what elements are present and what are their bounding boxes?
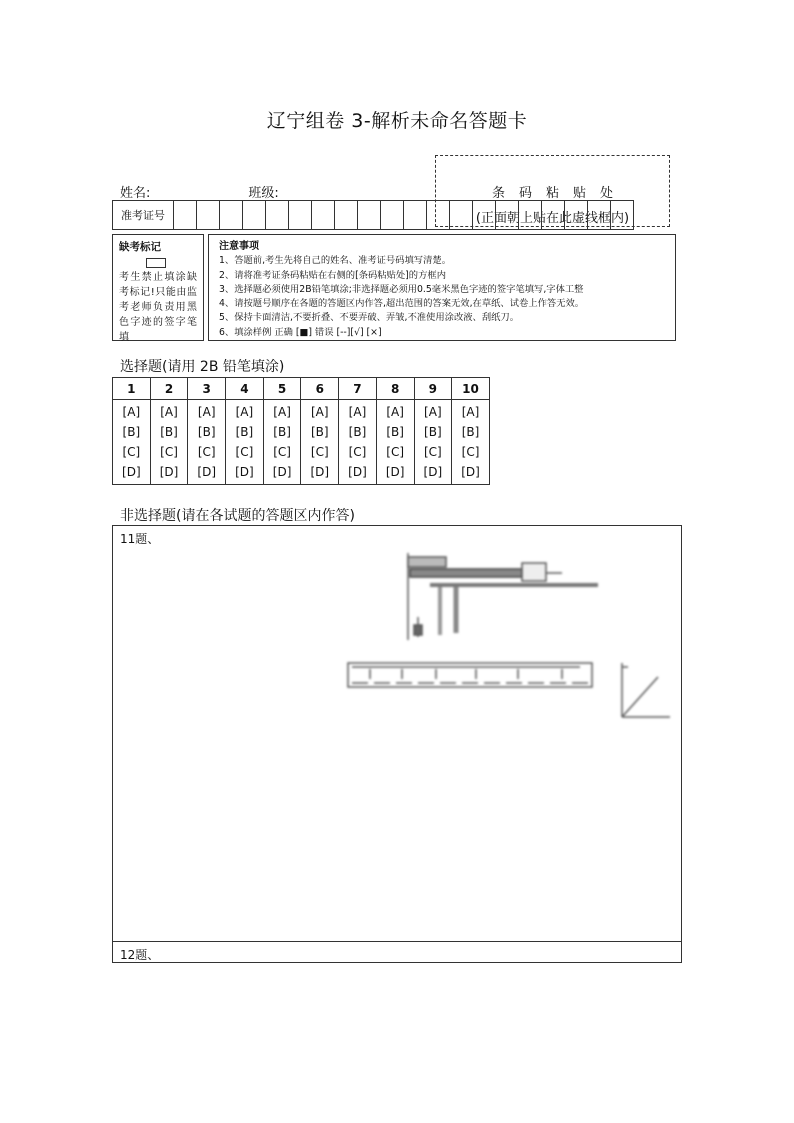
option-b[interactable]: [B] [376,422,414,442]
option-c[interactable]: [C] [263,442,301,462]
option-d[interactable]: [D] [452,462,490,485]
question-number: 9 [414,378,452,400]
exam-id-cell[interactable] [450,201,473,229]
absent-text: 考生禁止填涂缺考标记!只能由监考老师负责用黑色字迹的签字笔填 [119,272,197,343]
exam-id-cell[interactable] [289,201,312,229]
option-d[interactable]: [D] [376,462,414,485]
exam-id-cell[interactable] [335,201,358,229]
class-field[interactable] [279,186,377,201]
option-d[interactable]: [D] [150,462,188,485]
option-b[interactable]: [B] [188,422,226,442]
class-label: 班级: [248,186,279,201]
note-item: 5、保持卡面清洁,不要折叠、不要弄破、弄皱,不准使用涂改液、刮纸刀。 [219,312,520,324]
option-a[interactable]: [A] [414,400,452,423]
option-c[interactable]: [C] [452,442,490,462]
exam-id-cell[interactable] [496,201,519,229]
note-item: 4、请按题号顺序在各题的答题区内作答,超出范围的答案无效,在草纸、试卷上作答无效。 [219,298,585,310]
name-field[interactable] [150,186,248,201]
question-number: 3 [188,378,226,400]
notes-box [208,234,676,341]
option-c[interactable]: [C] [226,442,264,462]
note-item: 1、答题前,考生先将自己的姓名、准考证号码填写清楚。 [219,255,451,267]
answer-divider [112,941,682,942]
question-number: 10 [452,378,490,400]
exam-id-cell[interactable] [220,201,243,229]
question-number: 4 [226,378,264,400]
nonmc-section-title: 非选择题(请在各试题的答题区内作答) [120,508,355,524]
option-c[interactable]: [C] [188,442,226,462]
note-item: 6、填涂样例 正确 [■] 错误 [--][√] [×] [219,326,382,338]
option-b[interactable]: [B] [150,422,188,442]
question-number: 7 [339,378,377,400]
option-c[interactable]: [C] [301,442,339,462]
option-a[interactable]: [A] [150,400,188,423]
option-d[interactable]: [D] [339,462,377,485]
barcode-hint: (正面朝上贴在此虚线框内) [475,211,630,226]
option-a[interactable]: [A] [188,400,226,423]
mc-section-title: 选择题(请用 2B 铅笔填涂) [120,359,285,375]
exam-id-cell[interactable] [427,201,450,229]
exam-id-cell[interactable] [197,201,220,229]
question-12-label: 12题、 [120,948,160,962]
question-number: 6 [301,378,339,400]
option-a[interactable]: [A] [452,400,490,423]
exam-id-cell[interactable] [473,201,496,229]
student-info-row [120,182,377,201]
option-d[interactable]: [D] [414,462,452,485]
exam-id-cell[interactable] [611,201,633,229]
option-d[interactable]: [D] [188,462,226,485]
option-c[interactable]: [C] [150,442,188,462]
question-11-label: 11题、 [120,532,160,546]
exam-id-cell[interactable] [174,201,197,229]
option-d[interactable]: [D] [113,462,151,485]
option-a[interactable]: [A] [339,400,377,423]
mc-answer-table [112,377,490,485]
absent-mark-box [112,234,204,341]
exam-id-cell[interactable] [565,201,588,229]
absent-checkbox[interactable] [146,258,166,268]
option-a[interactable]: [A] [376,400,414,423]
question-number: 1 [113,378,151,400]
option-c[interactable]: [C] [414,442,452,462]
option-a[interactable]: [A] [263,400,301,423]
exam-id-cell[interactable] [266,201,289,229]
exam-id-cell[interactable] [588,201,611,229]
option-b[interactable]: [B] [301,422,339,442]
option-d[interactable]: [D] [263,462,301,485]
exam-id-cell[interactable] [358,201,381,229]
option-a[interactable]: [A] [226,400,264,423]
option-b[interactable]: [B] [113,422,151,442]
note-item: 2、请将准考证条码粘贴在右侧的[条码粘贴处]的方框内 [219,269,446,281]
name-label: 姓名: [120,186,151,201]
option-d[interactable]: [D] [226,462,264,485]
note-item: 3、选择题必须使用2B铅笔填涂;非选择题必须用0.5毫米黑色字迹的签字笔填写,字体工整 [219,283,584,295]
exam-id-grid [112,200,634,230]
exam-id-cell[interactable] [381,201,404,229]
page-title: 辽宁组卷 3-解析未命名答题卡 [266,110,528,132]
question-number: 8 [376,378,414,400]
notes-title: 注意事项 [219,241,259,252]
question-number: 2 [150,378,188,400]
option-b[interactable]: [B] [452,422,490,442]
exam-id-cell[interactable] [542,201,565,229]
exam-id-cell[interactable] [404,201,427,229]
option-c[interactable]: [C] [339,442,377,462]
option-c[interactable]: [C] [113,442,151,462]
option-a[interactable]: [A] [301,400,339,423]
question-number: 5 [263,378,301,400]
exam-id-cell[interactable] [519,201,542,229]
option-c[interactable]: [C] [376,442,414,462]
experiment-figure [340,545,680,735]
option-d[interactable]: [D] [301,462,339,485]
barcode-label: 条码粘贴处 [491,186,627,201]
option-b[interactable]: [B] [226,422,264,442]
option-b[interactable]: [B] [263,422,301,442]
option-a[interactable]: [A] [113,400,151,423]
option-b[interactable]: [B] [339,422,377,442]
exam-id-cell[interactable] [312,201,335,229]
exam-id-cell[interactable] [243,201,266,229]
absent-title: 缺考标记 [119,241,161,253]
exam-id-label: 准考证号 [113,201,174,229]
option-b[interactable]: [B] [414,422,452,442]
